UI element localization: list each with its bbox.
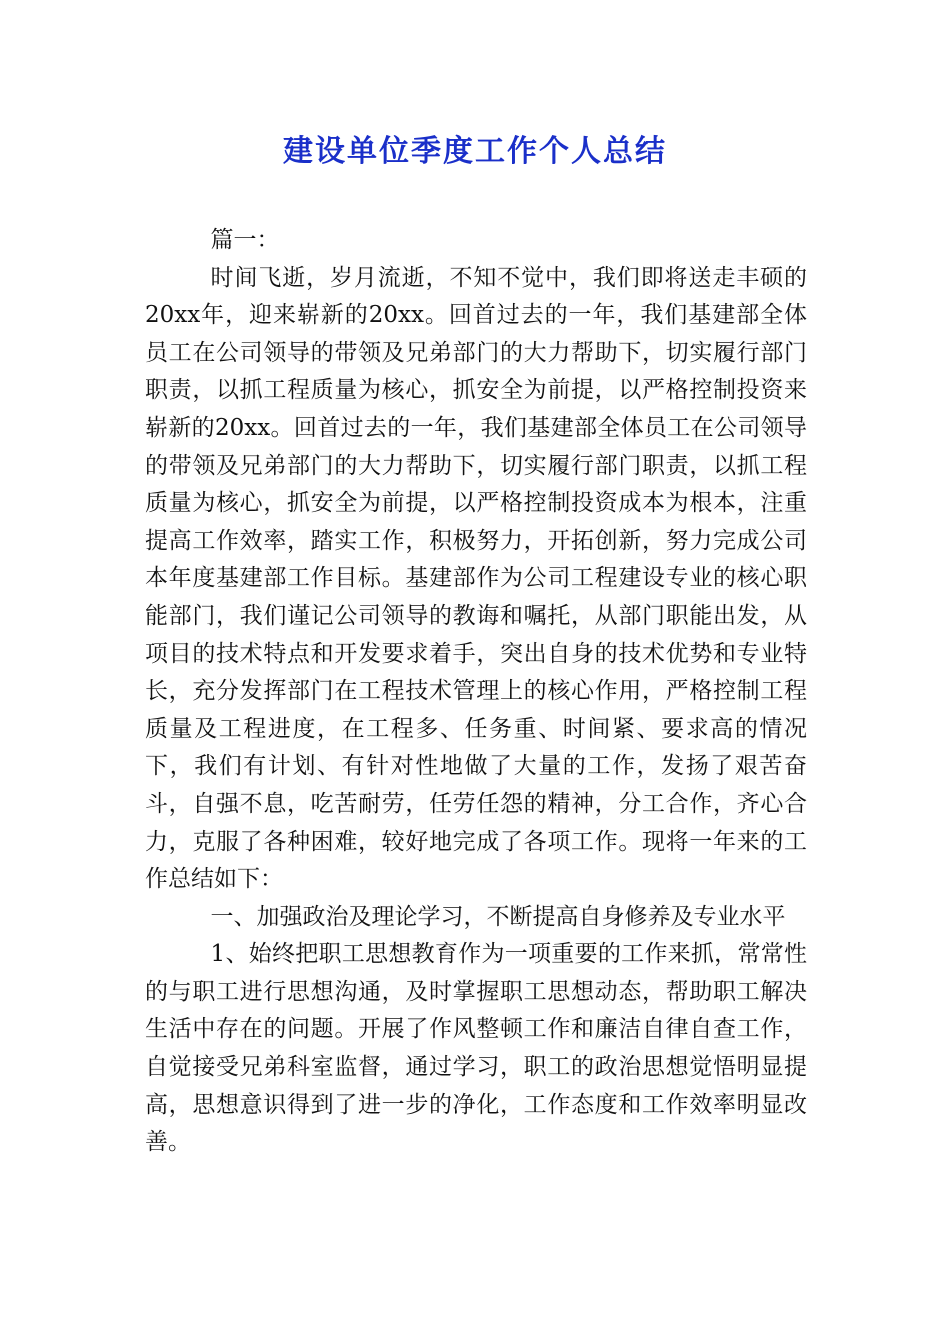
paragraph-heading-1: 一、加强政治及理论学习，不断提高自身修养及专业水平 [210,903,786,930]
document-body [145,222,807,1162]
paragraph-section-label: 篇一： [210,227,280,253]
paragraph-intro: 时间飞逝，岁月流逝，不知不觉中，我们即将送走丰硕的20xx年，迎来崭新的20xx。回首过去的一年，我们基建部全体员工在公司领导的带领及兄弟部门的大力帮助下，切实履行部门职责，以抓工程质量为核心，抓安全为前提，以严格控制投资来崭新的20xx。回首过去的一年，我们基建部全体员工在公司领导的带领及兄弟部门的大力帮助下，切实履行部门职责，以抓工程质量为核心，抓安全为前提，以严格控制投资成本为根本，注重提高工作效率，踏实工作，积极努力，开拓创新，努力完成公司本年度基建部工作目标。基建部作为公司工程建设专业的核心职能部门，我们谨记公司领导的教诲和嘱托，从部门职能出发，从项目的技术特点和开发要求着手，突出自身的技术优势和专业特长，充分发挥部门在工程技术管理上的核心作用，严格控制工程质量及工程进度，在工程多、任务重、时间紧、要求高的情况下，我们有计划、有针对性地做了大量的工作，发扬了艰苦奋斗，自强不息，吃苦耐劳，任劳任怨的精神，分工合作，齐心合力，克服了各种困难，较好地完成了各项工作。现将一年来的工作总结如下： [145,264,807,893]
document-title: 建设单位季度工作个人总结 [283,134,667,169]
paragraph-item-1: 1、始终把职工思想教育作为一项重要的工作来抓，常常性的与职工进行思想沟通，及时掌握职工思想动态，帮助职工解决生活中存在的问题。开展了作风整顿工作和廉洁自律自查工作，自觉接受兄弟科室监督，通过学习，职工的政治思想觉悟明显提高，思想意识得到了进一步的净化，工作态度和工作效率明显改善。 [145,941,807,1156]
